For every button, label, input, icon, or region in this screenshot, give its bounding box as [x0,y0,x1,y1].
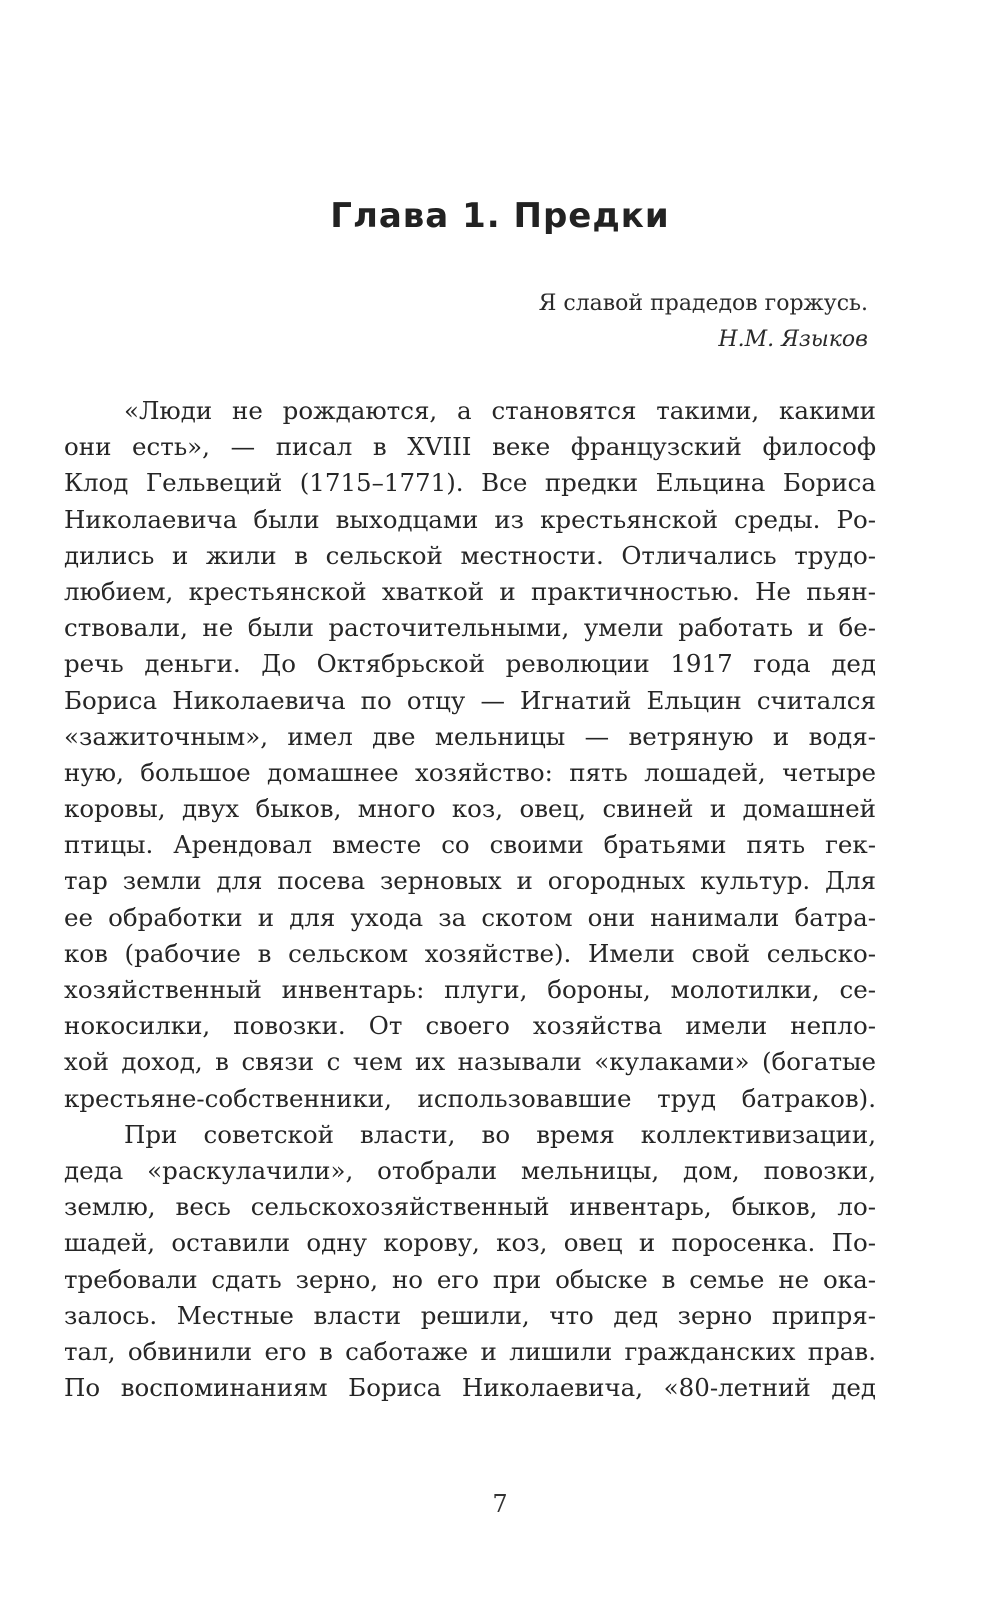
text-line: нокосилки, повозки. От своего хозяйства имели непло- [64,1011,876,1041]
page-number: 7 [492,1490,508,1518]
text-line: речь деньги. До Октябрьской революции 1917 года дед [64,649,876,679]
text-line: землю, весь сельскохозяйственный инвентарь, быков, ло- [64,1192,876,1222]
text-line: Клод Гельвеций (1715–1771). Все предки Ельцина Бориса [64,468,876,498]
text-line: шадей, оставили одну корову, коз, овец и поросенка. По- [64,1228,876,1258]
text-line: они есть», — писал в XVIII веке французский философ [64,432,876,462]
text-line: ствовали, не были расточительными, умели работать и бе- [64,613,876,643]
epigraph-author: Н.М. Языков [718,327,868,352]
text-line: требовали сдать зерно, но его при обыске в семье не ока- [64,1264,876,1294]
text-line: тал, обвинили его в саботаже и лишили гражданских прав. [64,1336,876,1366]
text-line: ков (рабочие в сельском хозяйстве). Имели свой сельско- [64,938,876,968]
epigraph-quote: Я славой прадедов горжусь. [538,291,868,316]
text-line: тар земли для посева зерновых и огородных культур. Для [64,866,876,896]
text-line: «зажиточным», имел две мельницы — ветряную и водя- [64,721,876,751]
epigraph [539,286,868,358]
text-line: хой доход, в связи с чем их называли «кулаками» (богатые [64,1047,876,1077]
text-line: Николаевича были выходцами из крестьянской среды. Ро- [64,504,876,534]
text-line: коровы, двух быков, много коз, овец, свиней и домашней [64,794,876,824]
paragraph-2 [64,1117,876,1407]
text-line: крестьяне-собственники, использовавшие труд батраков). [64,1083,876,1113]
text-line: «Люди не рождаются, а становятся такими, какими [124,396,876,425]
body-text [64,393,876,1406]
text-line: любием, крестьянской хваткой и практичностью. Не пьян- [64,576,876,606]
paragraph-1 [64,393,876,1117]
text-line: ее обработки и для ухода за скотом они нанимали батра- [64,902,876,932]
text-line: дились и жили в сельской местности. Отличались трудо- [64,540,876,570]
text-line: Бориса Николаевича по отцу — Игнатий Ельцин считался [64,685,876,715]
text-line: птицы. Арендовал вместе со своими братьями пять гек- [64,830,876,860]
text-line: По воспоминаниям Бориса Николаевича, «80-летний дед [64,1373,876,1403]
text-line: залось. Местные власти решили, что дед зерно припря- [64,1300,876,1330]
text-line: хозяйственный инвентарь: плуги, бороны, молотилки, се- [64,975,876,1004]
text-line: При советской власти, во время коллективизации, [124,1119,876,1149]
text-line: деда «раскулачили», отобрали мельницы, дом, повозки, [64,1155,876,1185]
chapter-title: Глава 1. Предки [330,196,670,236]
text-line: ную, большое домашнее хозяйство: пять лошадей, четыре [64,757,876,787]
